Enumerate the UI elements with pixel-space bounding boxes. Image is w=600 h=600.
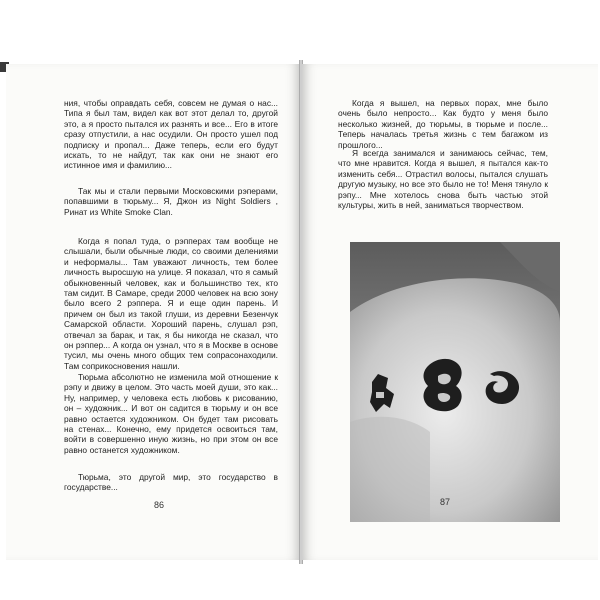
paragraph-text: Когда я попал туда, о рэпперах там вообще не слышали, были обычные люди, со своими делениями и неформалы... Там уважают личность, тем более личность выросшую на улице. Я показал, что я самый обыкновенный человек, как и большинство тех, кто там сидит. В Самаре, среди 2000 человек на всю зону было всего 2 рэппера. Я и еще один парень. И причем он был из такой глуши, из деревни Безенчук Самарской области. Хороший парень, слушал рэп, отвечал за барак, и так, я бы никогда не сказал, что он рэппер... А когда он узнал, что я в Москве в основе тусил, мы очень много общих тем сопрacoнаходили. Там соприкосновения нашли.: [64, 236, 278, 371]
paragraph-text: Так мы и стали первыми Московскими рэперами, попавшими в тюрьму... Я, Джон из Night Soldiers , Ринат из White Smoke Clan.: [64, 186, 278, 217]
left-page: [6, 64, 301, 560]
left-paragraph-2: [64, 186, 278, 217]
paragraph-text: Я всегда занимался и занимаюсь сейчас, тем, что мне нравится. Когда я вышел, я пытался как-то изменить себя... Отрастил волосы, пытался слушать другую музыку, но все это было не то! Меня тянуло к рэпу... Мне хотелось снова быть частью этой культуры, жить в ней, заниматься творчеством.: [338, 148, 548, 211]
paragraph-text: ния, чтобы оправдать себя, совсем не думая о нас... Типа я был там, видел как вот этот делал то, другой это, а я просто пытался их разнять и все... Его в итоге сразу отпустили, а нас осудили. Он просто ушел под подписку и пропал... Даже теперь, если его будут искать, то не найдут, так как они не знают его истинное имя и фамилию...: [64, 98, 278, 171]
left-paragraph-1: [64, 98, 278, 171]
left-paragraph-3: [64, 236, 278, 371]
left-paragraph-5: [64, 472, 278, 493]
page-number-left: 86: [154, 500, 165, 510]
right-paragraph-1: [338, 98, 548, 150]
paragraph-text: Тюрьма, это другой мир, это государство в государстве...: [64, 472, 278, 493]
right-paragraph-2: [338, 148, 548, 210]
right-page: [302, 64, 598, 560]
tattoo-photo-art: [350, 242, 560, 522]
left-paragraph-4: [64, 372, 278, 455]
tattoo-photo: [350, 242, 560, 522]
page-number-right: 87: [440, 497, 451, 507]
paragraph-text: Когда я вышел, на первых порах, мне было очень было непросто... Как будто у меня было несколько жизней, до тюрьмы, в тюрьме и после... Теперь началась третья жизнь с тем багажом из прошлого...: [338, 98, 548, 150]
paragraph-text: Тюрьма абсолютно не изменила мой отношение к рэпу и движу в целом. Это часть моей души, это как... Ну, например, у человека есть любовь к рисованию, он – художник... И вот он садится в тюрьму и он все равно остается художником. Он будет там рисовать на стенах... Конечно, ему придется освоиться там, войти в совершенно иную жизнь, но при этом он все равно останется художником.: [64, 372, 278, 455]
